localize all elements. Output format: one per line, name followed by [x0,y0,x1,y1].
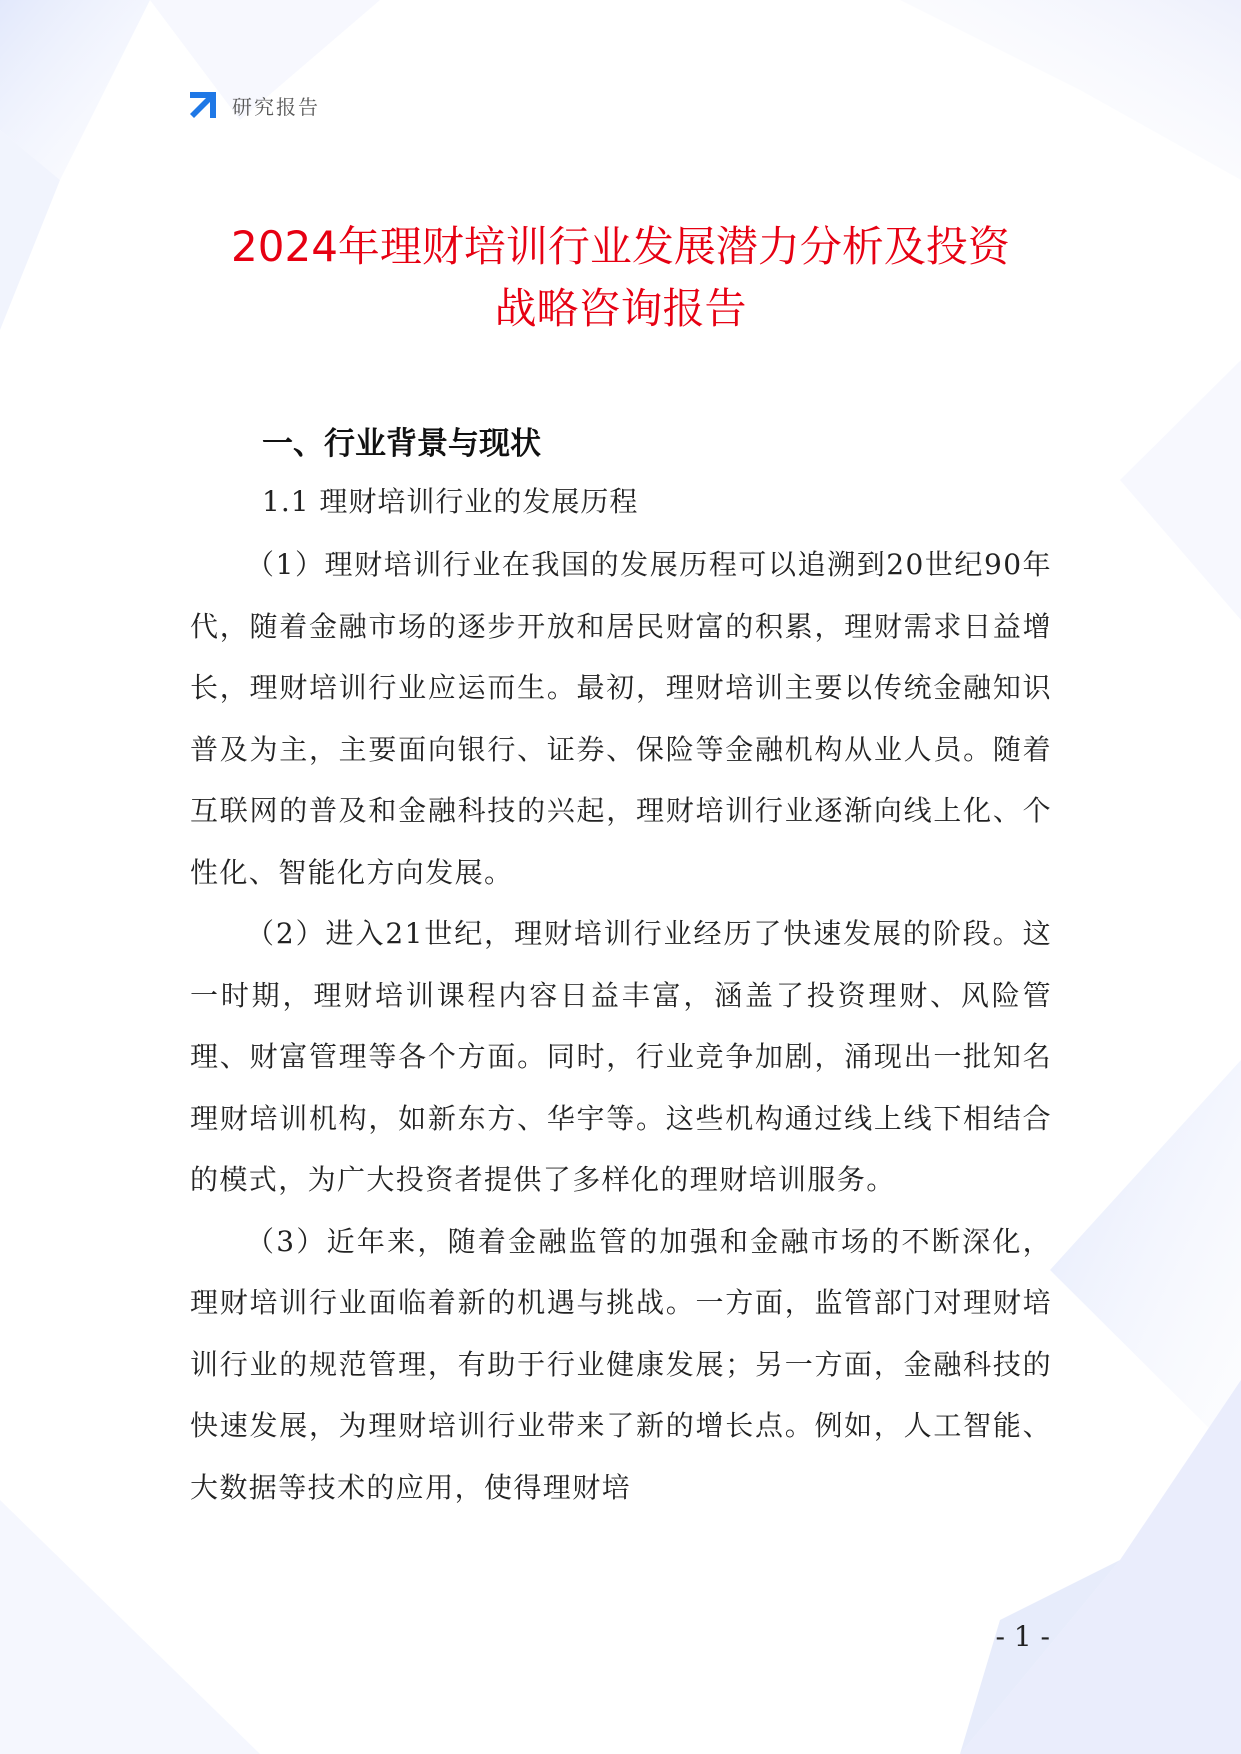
arrow-logo-icon [186,88,220,122]
page-number: - 1 - [995,1620,1050,1653]
body-text [190,534,1052,1518]
paragraph-3: （3）近年来，随着金融监管的加强和金融市场的不断深化，理财培训行业面临着新的机遇与挑战。一方面，监管部门对理财培训行业的规范管理，有助于行业健康发展；另一方面，金融科技的快速发展，为理财培训行业带来了新的增长点。例如，人工智能、大数据等技术的应用，使得理财培 [190,1224,1052,1504]
report-header [186,88,320,122]
section-heading: 一、行业背景与现状 [262,426,541,462]
header-label: 研究报告 [232,94,320,119]
title-line-1: 2024年理财培训行业发展潜力分析及投资 [231,222,1010,271]
report-title [160,216,1081,340]
subsection-heading: 1.1 理财培训行业的发展历程 [262,485,639,518]
title-line-2: 战略咨询报告 [494,284,747,333]
paragraph-2: （2）进入21世纪，理财培训行业经历了快速发展的阶段。这一时期，理财培训课程内容日益丰富，涵盖了投资理财、风险管理、财富管理等各个方面。同时，行业竞争加剧，涌现出一批知名理财培训机构，如新东方、华宇等。这些机构通过线上线下相结合的模式，为广大投资者提供了多样化的理财培训服务。 [190,917,1052,1196]
paragraph-1: （1）理财培训行业在我国的发展历程可以追溯到20世纪90年代，随着金融市场的逐步开放和居民财富的积累，理财需求日益增长，理财培训行业应运而生。最初，理财培训主要以传统金融知识普及为主，主要面向银行、证券、保险等金融机构从业人员。随着互联网的普及和金融科技的兴起，理财培训行业逐渐向线上化、个性化、智能化方向发展。 [190,548,1052,889]
